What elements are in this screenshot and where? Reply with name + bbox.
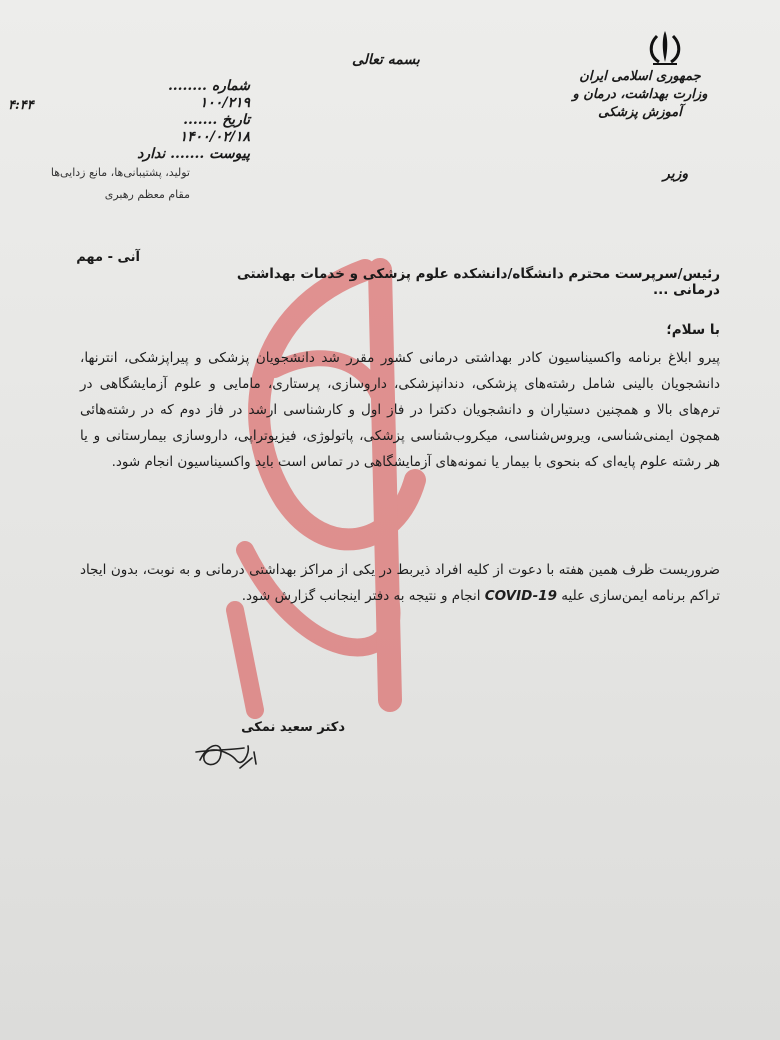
date-row: تاریخ ....... ۱۴۰۰/۰۲/۱۸ — [179, 112, 250, 145]
date-value: ۱۴۰۰/۰۲/۱۸ — [179, 129, 250, 145]
cc-block — [30, 162, 190, 206]
signature-icon — [190, 730, 270, 775]
paragraph-2 — [80, 557, 720, 609]
cc-line-1: تولید، پشتیبانی‌ها، مانع زدایی‌ها — [50, 166, 190, 179]
ministry-line-1: جمهوری اسلامی ایران — [579, 69, 701, 84]
minister-label: وزیر — [663, 166, 689, 182]
reference-block — [120, 78, 250, 163]
paragraph-2-text-a: ضروریست ظرف همین هفته با دعوت از کلیه افراد ذیربط در یکی از مراکز بهداشتی درمانی و به نوبت، بدون ایجاد تراکم برنامه ایمن‌سازی علیه — [80, 562, 720, 604]
signatory-name: دکتر سعید نمکی — [241, 720, 345, 735]
recipient-line: رئیس/سرپرست محترم دانشگاه/دانشکده علوم پزشکی و خدمات بهداشتی درمانی ... — [236, 266, 720, 298]
ministry-title — [560, 68, 720, 122]
greeting: با سلام؛ — [666, 322, 720, 338]
attachment-row: پیوست ....... ندارد — [137, 146, 250, 162]
covid-term: COVID-19 — [484, 588, 557, 604]
date-label: تاریخ — [222, 112, 250, 128]
bismillah: بسمه تعالی — [352, 52, 420, 68]
ministry-line-2: وزارت بهداشت، درمان و آموزش پزشکی — [572, 87, 708, 120]
iran-emblem-icon — [645, 28, 685, 66]
side-time: ۴:۴۴ — [8, 98, 34, 113]
paragraph-2-text-b: انجام و نتیجه به دفتر اینجانب گزارش شود. — [241, 588, 485, 604]
urgency-label: آنی - مهم — [76, 250, 140, 265]
number-value: ۱۰۰/۲۱۹ — [199, 95, 250, 111]
number-row: شماره ........ ۱۰۰/۲۱۹ — [167, 78, 250, 111]
attachment-value: ندارد — [137, 146, 166, 162]
attachment-label: پیوست — [209, 146, 250, 162]
paragraph-1: پیرو ابلاغ برنامه واکسیناسیون کادر بهداشتی درمانی کشور مقرر شد دانشجویان پزشکی و پیراپزشکی، انترنها، دانشجویان بالینی شامل رشته‌های پزشکی، دندانپزشکی، داروسازی، پرستاری، مامایی و علوم آزمایشگاهی در ترم‌های بالا و همچنین دستیاران و دانشجویان دکترا در فاز اول و کارشناسی ارشد در فاز دوم که در رشته‌هائی همچون ایمنی‌شناسی، ویروس‌شناسی، میکروب‌شناسی پزشکی، پاتولوژی، فیزیوتراپی، داروسازی بیمارستانی و یا هر رشته علوم پایه‌ای که بنحوی با بیمار یا نمونه‌های آزمایشگاهی در تماس است باید واکسیناسیون انجام شود. — [80, 350, 720, 470]
number-label: شماره — [211, 78, 250, 94]
cc-line-2: مقام معظم رهبری — [104, 188, 190, 201]
watermark-emblem — [215, 250, 445, 720]
